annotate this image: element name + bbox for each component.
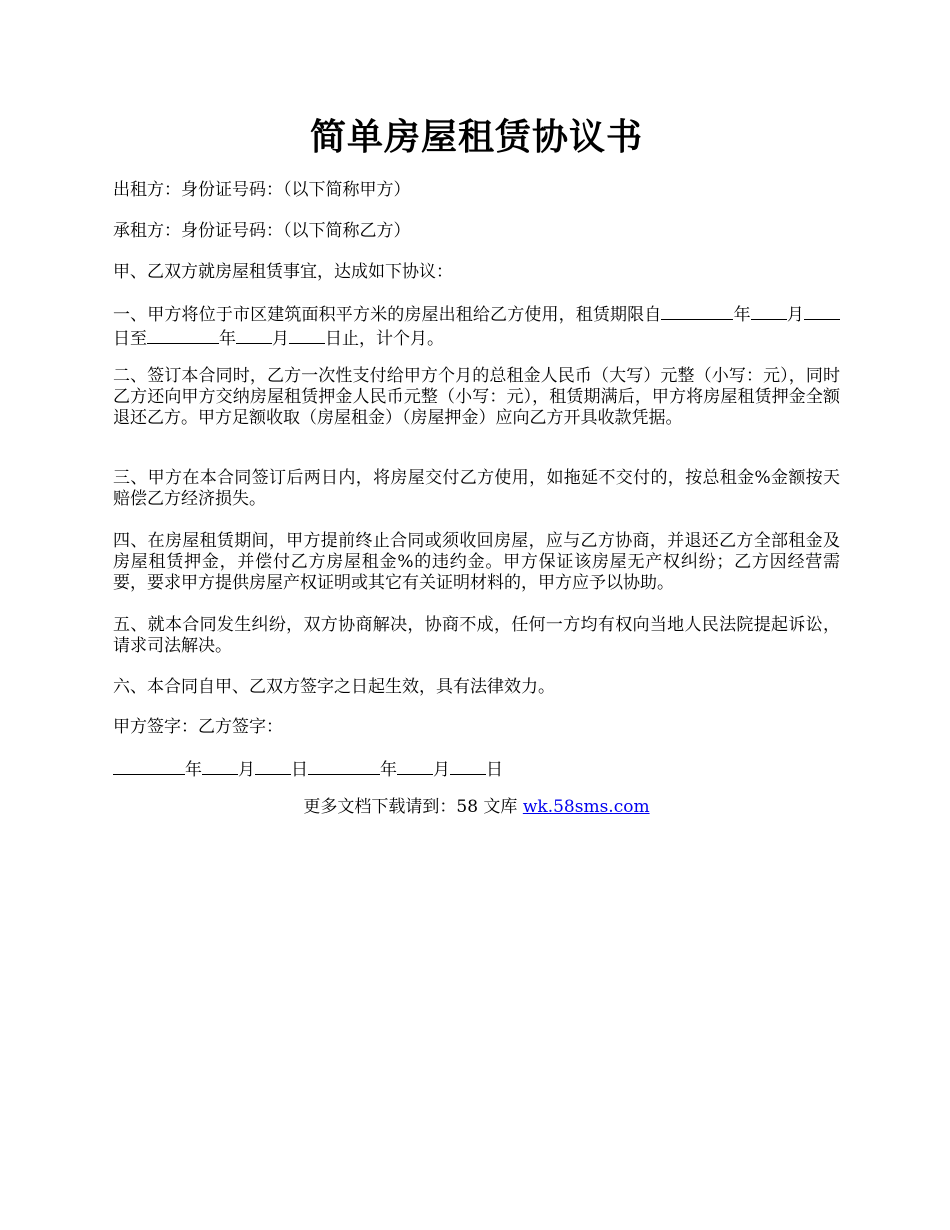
date-day-a: 日: [291, 760, 308, 780]
clause-1: [113, 302, 840, 350]
clause-1-month-end: 月: [272, 329, 289, 349]
clause-1-year: 年: [733, 305, 751, 325]
date-year-b: 年: [380, 760, 397, 780]
date-year-a: 年: [185, 760, 202, 780]
blank-field: [450, 757, 486, 775]
clause-4: 四、在房屋租赁期间，甲方提前终止合同或须收回房屋，应与乙方协商，并退还乙方全部租金及房屋租赁押金，并偿付乙方房屋租金%的违约金。甲方保证该房屋无产权纠纷；乙方因经营需要，要求甲方提供房屋产权证明或其它有关证明材料的，甲方应予以协助。: [113, 531, 840, 593]
blank-field: [804, 302, 840, 320]
blank-field: [308, 757, 380, 775]
blank-field: [236, 326, 272, 344]
signature-line: 甲方签字：乙方签字：: [113, 717, 283, 737]
clause-1-year-end: 年: [219, 329, 236, 349]
blank-field: [289, 326, 325, 344]
date-month-b: 月: [433, 760, 450, 780]
clause-6: 六、本合同自甲、乙双方签字之日起生效，具有法律效力。: [113, 677, 555, 697]
lessor-line: 出租方：身份证号码：（以下简称甲方）: [113, 180, 411, 200]
blank-field: [751, 302, 787, 320]
blank-field: [113, 757, 185, 775]
blank-field: [661, 302, 733, 320]
blank-field: [202, 757, 238, 775]
clause-3: 三、甲方在本合同签订后两日内，将房屋交付乙方使用，如拖延不交付的，按总租金%金额按天赔偿乙方经济损失。: [113, 468, 840, 509]
blank-field: [147, 326, 219, 344]
date-month-a: 月: [238, 760, 255, 780]
document-title: 简单房屋租赁协议书: [309, 116, 643, 158]
date-day-b: 日: [486, 760, 503, 780]
blank-field: [255, 757, 291, 775]
footer-link[interactable]: wk.58sms.com: [522, 797, 650, 817]
intro-paragraph: 甲、乙双方就房屋租赁事宜，达成如下协议：: [113, 262, 453, 282]
footer-text: 更多文档下载请到：58 文库: [303, 797, 523, 817]
clause-1-day-end: 日止，计个月。: [325, 329, 444, 349]
clause-2: 二、签订本合同时，乙方一次性支付给甲方个月的总租金人民币（大写）元整（小写：元），同时乙方还向甲方交纳房屋租赁押金人民币元整（小写：元），租赁期满后，甲方将房屋租赁押金全额退还乙方。甲方足额收取（房屋租金）（房屋押金）应向乙方开具收款凭据。: [113, 366, 840, 428]
lessee-line: 承租方：身份证号码：（以下简称乙方）: [113, 221, 411, 241]
footer: [113, 797, 840, 818]
clause-1-text: 一、甲方将位于市区建筑面积平方米的房屋出租给乙方使用，租赁期限自: [113, 305, 662, 325]
clause-5: 五、就本合同发生纠纷，双方协商解决，协商不成，任何一方均有权向当地人民法院提起诉讼，请求司法解决。: [113, 615, 840, 656]
clause-1-month: 月: [786, 305, 805, 325]
blank-field: [397, 757, 433, 775]
date-line: [113, 757, 840, 781]
clause-1-day-to: 日至: [113, 329, 147, 349]
